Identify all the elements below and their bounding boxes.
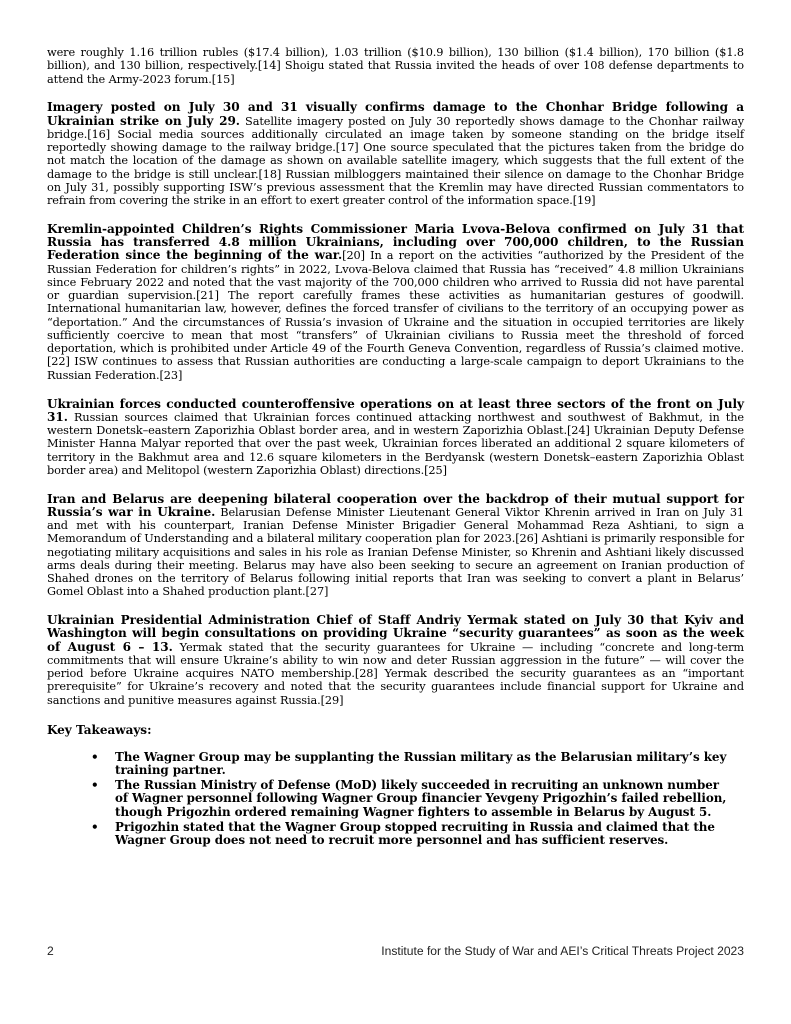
paragraph xyxy=(47,46,744,86)
list-item xyxy=(91,778,735,819)
key-takeaways-list xyxy=(47,751,744,848)
paragraph xyxy=(47,101,744,207)
key-takeaways-title: Key Takeaways: xyxy=(47,722,152,737)
paragraph-body: were roughly 1.16 trillion rubles ($17.4 billion), 1.03 trillion ($10.9 billion), 130 billion ($1.4 billion), 170 billion ($1.8 billion), and 130 billion, respectively.[14] Shoigu stated that Russia invited the heads of over 108 defense departments to attend the Army-2023 forum.[15] xyxy=(47,46,744,86)
paragraph-lead: Ukrainian forces conducted counteroffensive operations on at least three sectors of the front on July 31. xyxy=(47,396,744,424)
paragraph-lead: Iran and Belarus are deepening bilateral cooperation over the backdrop of their mutual support for Russia’s war in Ukraine. xyxy=(47,491,744,519)
list-item xyxy=(91,749,735,778)
paragraph-body: Satellite imagery posted on July 30 reportedly shows damage to the Chonhar railway bridge.[16] Social media sources additionally circulated an image taken by someone standing on the bridge itself reportedly showing damage to the railway bridge.[17] One source speculated that the pictures taken from the bridge do not match the location of the damage as shown on available satellite imagery, which suggests that the full extent of the damage to the bridge is still unclear.[18] Russian milbloggers maintained their silence on damage to the Chonhar Bridge on July 31, possibly supporting ISW’s previous assessment that the Kremlin may have directed Russian commentators to refrain from covering the strike in an effort to exert greater control of the information space.[19] xyxy=(47,114,744,208)
paragraph-lead: Imagery posted on July 30 and 31 visually confirms damage to the Chonhar Bridge following a Ukrainian strike on July 29. xyxy=(47,100,744,128)
bullet-icon: • xyxy=(91,749,99,764)
bullet-icon: • xyxy=(91,778,99,793)
paragraph-body: Yermak stated that the security guarantees for Ukraine — including “concrete and long-term commitments that will ensure Ukraine’s ability to win now and deter Russian aggression in the future” — will cover the period before Ukraine acquires NATO membership.[28] Yermak described the security guarantees as an “important prerequisite” for Ukraine’s recovery and noted that the security guarantees include financial support for Ukraine and sanctions and punitive measures against Russia.[29] xyxy=(47,640,744,707)
paragraph xyxy=(47,614,744,707)
page-footer xyxy=(47,944,744,960)
paragraph-lead: Ukrainian Presidential Administration Chief of Staff Andriy Yermak stated on July 30 that Kyiv and Washington will begin consultations on providing Ukraine “security guarantees” as soon as the week of August 6 – 13. xyxy=(47,613,744,654)
footer-credit: Institute for the Study of War and AEI’s Critical Threats Project 2023 xyxy=(381,944,744,958)
paragraph-body: [20] In a report on the activities “authorized by the President of the Russian Federation for children’s rights” in 2022, Lvova-Belova claimed that Russia has “received” 4.8 million Ukrainians since February 2022 and noted that the vast majority of the 700,000 children who arrived to Russia did not have parental or guardian supervision.[21] The report carefully frames these activities as humanitarian gestures of goodwill. International humanitarian law, however, defines the forced transfer of civilians to the territory of an occupying power as “deportation.” And the circumstances of Russia’s invasion of Ukraine and the situation in occupied territories are likely sufficiently coercive to mean that most “transfers” of Ukrainian civilians to Russia meet the threshold of forced deportation, which is prohibited under Article 49 of the Fourth Geneva Convention, regardless of Russia’s claimed motive.[22] ISW continues to assess that Russian authorities are conducting a large-scale campaign to deport Ukrainians to the Russian Federation.[23] xyxy=(47,249,745,382)
paragraph-body: Belarusian Defense Minister Lieutenant General Viktor Khrenin arrived in Iran on July 31 and met with his counterpart, Iranian Defense Minister Brigadier General Mohammad Reza Ashtiani, to sign a Memorandum of Understanding and a bilateral military cooperation plan for 2023.[26] Ashtiani is primarily responsible for negotiating military acquisitions and sales in his role as Iranian Defense Minister, so Khrenin and Ashtiani likely discussed arms deals during their meeting. Belarus may have also been seeking to secure an agreement on Iranian production of Shahed drones on the territory of Belarus following initial reports that Iran was seeking to convert a plant in Belarus’ Gomel Oblast into a Shahed production plant.[27] xyxy=(47,505,744,599)
paragraph-body: Russian sources claimed that Ukrainian forces continued attacking northwest and southwest of Bakhmut, in the western Donetsk–eastern Zaporizhia Oblast border area, and in western Zaporizhia Oblast.[24] Ukrainian Deputy Defense Minister Hanna Malyar reported that over the past week, Ukrainian forces liberated an additional 2 square kilometers of territory in the Bakhmut area and 12.6 square kilometers in the Berdyansk (western Donetsk–eastern Zaporizhia Oblast border area) and Melitopol (western Zaporizhia Oblast) directions.[25] xyxy=(47,410,744,477)
paragraph xyxy=(47,223,744,382)
bullet-icon: • xyxy=(91,820,99,835)
takeaway-text: The Wagner Group may be supplanting the Russian military as the Belarusian military’s key training partner. xyxy=(115,749,727,777)
paragraph xyxy=(47,493,744,599)
paragraph xyxy=(47,398,744,478)
report-page xyxy=(47,46,744,850)
paragraph-lead: Kremlin-appointed Children’s Rights Commissioner Maria Lvova-Belova confirmed on July 31 that Russia has transferred 4.8 million Ukrainians, including over 700,000 children, to the Russian Federation since the beginning of the war. xyxy=(47,221,744,263)
takeaway-text: Prigozhin stated that the Wagner Group stopped recruiting in Russia and claimed that the Wagner Group does not need to recruit more personnel and has sufficient reserves. xyxy=(115,820,715,848)
takeaway-text: The Russian Ministry of Defense (MoD) likely succeeded in recruiting an unknown number of Wagner personnel following Wagner Group financier Yevgeny Prigozhin’s failed rebellion, though Prigozhin ordered remaining Wagner fighters to assemble in Belarus by August 5. xyxy=(115,778,727,819)
page-number: 2 xyxy=(47,944,54,958)
list-item xyxy=(91,820,735,848)
